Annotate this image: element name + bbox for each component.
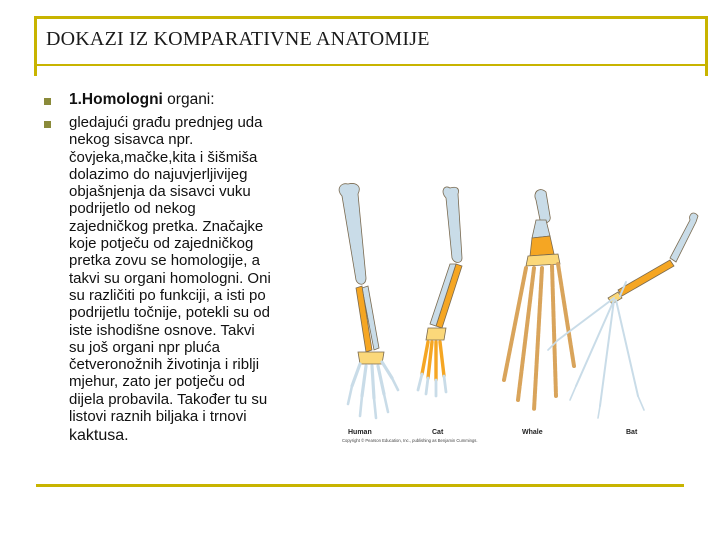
bullet-square-2 [44,121,51,128]
human-arm [339,183,398,418]
paragraph-line: mjehur, zato jer potječu od [69,373,245,391]
label-whale: Whale [522,429,543,436]
homologous-limbs-illustration [318,160,720,450]
whale-flipper [504,190,574,410]
paragraph-line: objašnjenja da sisavci vuku [69,183,251,201]
paragraph-line: takvi su organi homologni. Oni [69,269,271,287]
paragraph-line: zajedničkog pretka. Značajke [69,217,264,235]
paragraph-line: kaktusa. [69,427,129,445]
paragraph-line: podrijetlu točnije, potekli su od [69,304,270,322]
bullet-square-1 [44,98,51,105]
frame-right-line [705,16,708,76]
label-bat: Bat [626,429,638,436]
paragraph-line: dolazimo do najuvjerljivijeg [69,165,248,183]
paragraph-line: iste ishodišne osnove. Takvi [69,321,255,339]
label-cat: Cat [432,429,444,436]
paragraph-line: dijela probavila. Također tu su [69,390,268,408]
bullet-heading [69,91,215,109]
paragraph-line: čovjeka,mačke,kita i šišmiša [69,148,258,166]
slide-title: DOKAZI IZ KOMPARATIVNE ANATOMIJE [46,28,430,50]
paragraph-line: koje potječu od zajedničkog [69,235,254,253]
paragraph-line: su još organi npr pluća [69,338,220,356]
paragraph-line: podrijetlo od nekog [69,200,196,218]
heading-number: 1.Homologni [69,91,163,108]
bat-wing [548,213,698,418]
paragraph-line: gledajući građu prednjeg uda [69,114,263,131]
bottom-rule [36,484,684,487]
paragraph-line: četveronožnih životinja i riblji [69,356,260,374]
figure-copyright: Copyright © Pearson Education, Inc., publishing as Benjamin Cummings. [342,438,478,443]
frame-left-line [34,16,37,76]
frame-top-line [34,16,708,19]
paragraph-line: pretka zovu se homologije, a [69,252,260,270]
heading-word: organi [162,91,211,108]
cat-arm [418,187,462,396]
paragraph-line: su različiti po funkciji, a isti po [69,286,266,304]
heading-colon: : [210,91,215,108]
title-underline [34,64,708,66]
paragraph-line: nekog sisavca npr. [69,131,194,149]
paragraph-line: listovi raznih biljaka i trnovi [69,408,247,426]
bullet-paragraph [69,114,321,445]
label-human: Human [348,429,372,436]
